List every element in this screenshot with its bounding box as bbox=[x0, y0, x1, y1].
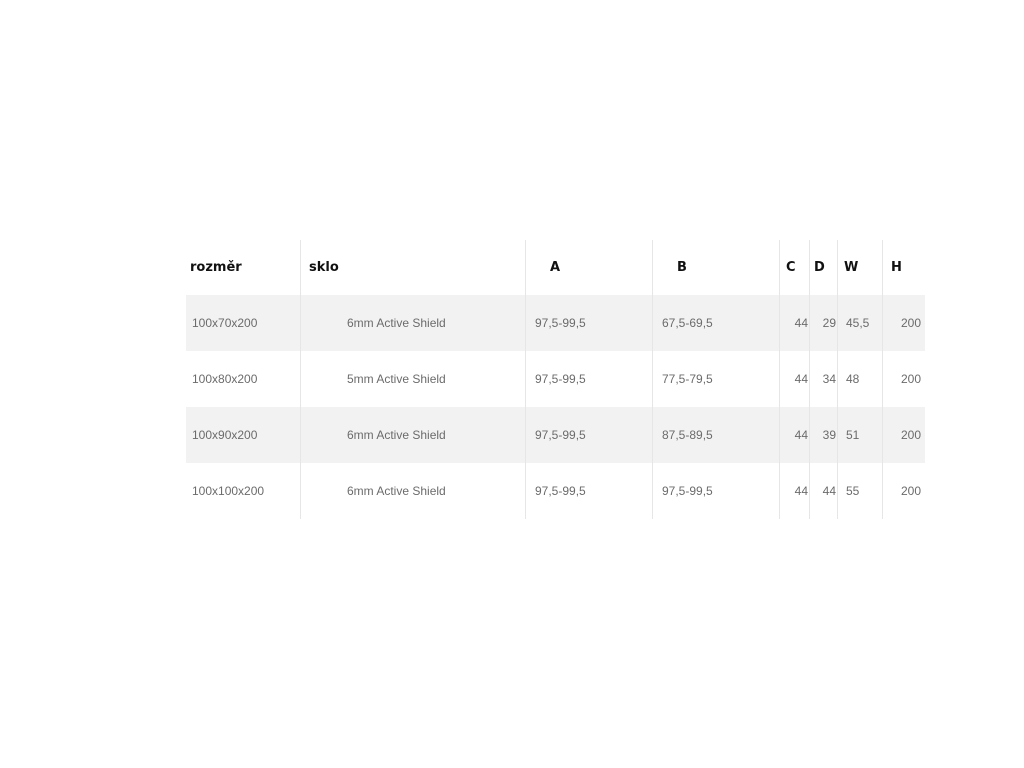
header-glass: sklo bbox=[301, 240, 526, 295]
cell-glass: 5mm Active Shield bbox=[301, 351, 526, 407]
cell-a: 97,5-99,5 bbox=[526, 463, 653, 519]
dimensions-table bbox=[186, 240, 925, 519]
cell-c: 44 bbox=[780, 351, 810, 407]
cell-d: 39 bbox=[810, 407, 838, 463]
table-body bbox=[186, 295, 925, 519]
table-header bbox=[186, 240, 925, 295]
cell-b: 87,5-89,5 bbox=[653, 407, 780, 463]
cell-size: 100x100x200 bbox=[192, 484, 265, 498]
cell-w: 48 bbox=[838, 351, 883, 407]
cell-h: 200 bbox=[883, 463, 926, 519]
header-d: D bbox=[810, 240, 838, 295]
cell-w: 51 bbox=[838, 407, 883, 463]
cell-glass: 6mm Active Shield bbox=[301, 407, 526, 463]
cell-a: 97,5-99,5 bbox=[526, 407, 653, 463]
cell-d: 29 bbox=[810, 295, 838, 351]
header-b: B bbox=[653, 240, 780, 295]
cell-a: 97,5-99,5 bbox=[526, 351, 653, 407]
cell-c: 44 bbox=[780, 295, 810, 351]
table-row bbox=[186, 463, 925, 519]
cell-w: 45,5 bbox=[838, 295, 883, 351]
header-a: A bbox=[526, 240, 653, 295]
cell-glass: 6mm Active Shield bbox=[301, 463, 526, 519]
cell-b: 67,5-69,5 bbox=[653, 295, 780, 351]
cell-size: 100x90x200 bbox=[192, 428, 258, 442]
cell-d: 44 bbox=[810, 463, 838, 519]
cell-d: 34 bbox=[810, 351, 838, 407]
cell-w: 55 bbox=[838, 463, 883, 519]
cell-c: 44 bbox=[780, 463, 810, 519]
cell-h: 200 bbox=[883, 407, 926, 463]
cell-size: 100x80x200 bbox=[192, 372, 258, 386]
header-row bbox=[186, 240, 925, 295]
cell-c: 44 bbox=[780, 407, 810, 463]
header-c: C bbox=[780, 240, 810, 295]
header-w: W bbox=[838, 240, 883, 295]
header-size: rozměr bbox=[190, 260, 242, 275]
cell-b: 97,5-99,5 bbox=[653, 463, 780, 519]
cell-h: 200 bbox=[883, 351, 926, 407]
cell-glass: 6mm Active Shield bbox=[301, 295, 526, 351]
table-row bbox=[186, 351, 925, 407]
cell-h: 200 bbox=[883, 295, 926, 351]
table-row bbox=[186, 407, 925, 463]
header-h: H bbox=[883, 240, 926, 295]
table-row bbox=[186, 295, 925, 351]
cell-a: 97,5-99,5 bbox=[526, 295, 653, 351]
cell-b: 77,5-79,5 bbox=[653, 351, 780, 407]
cell-size: 100x70x200 bbox=[192, 316, 258, 330]
